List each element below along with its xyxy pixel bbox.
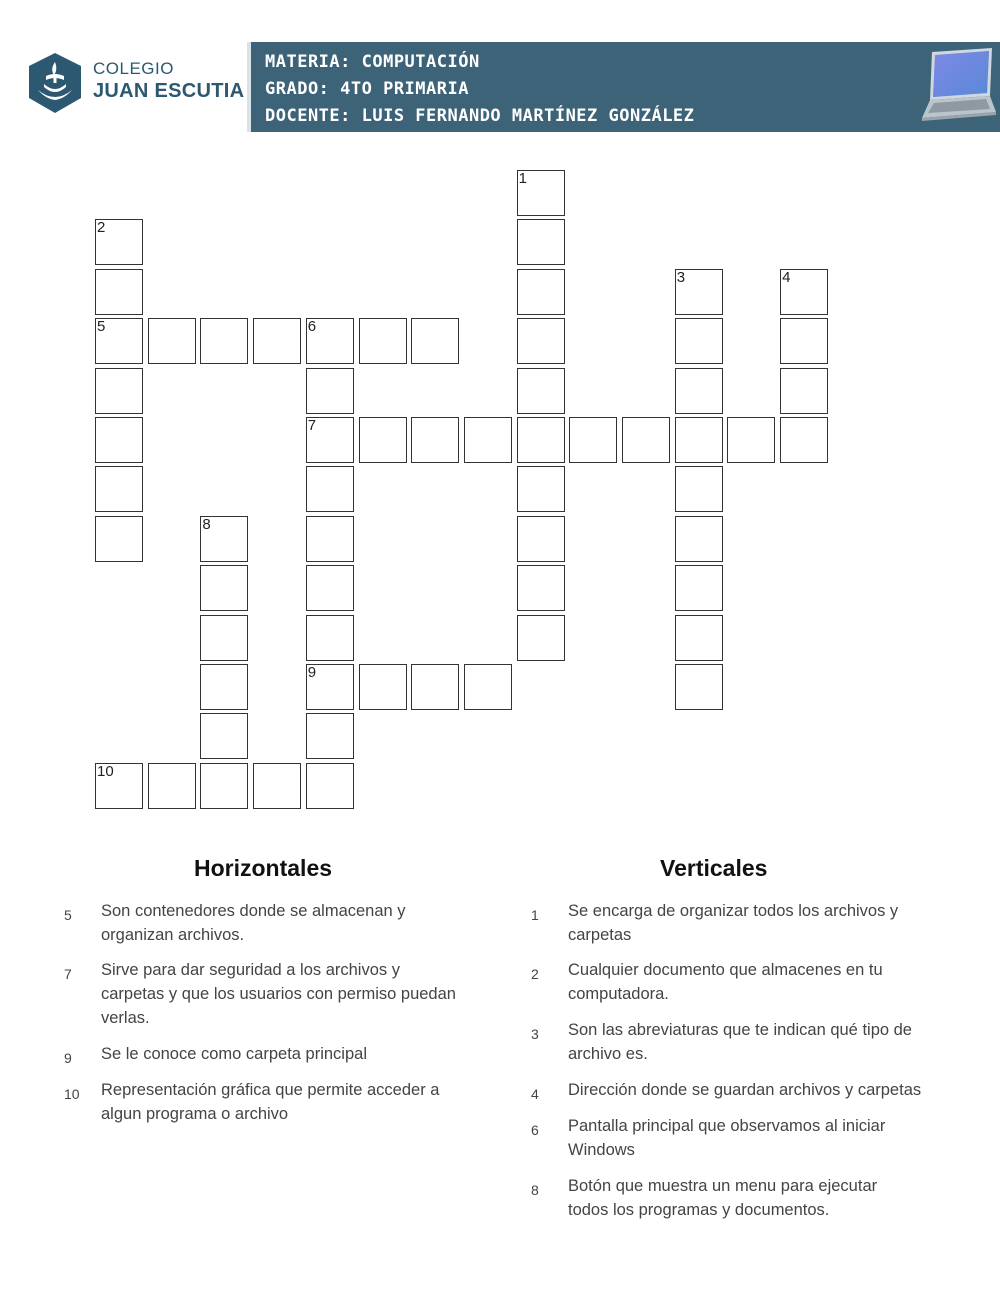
cell-number: 8 <box>202 515 211 533</box>
crossword-cell[interactable] <box>464 417 512 463</box>
cell-number: 4 <box>782 268 791 286</box>
school-name-line2: JUAN ESCUTIA <box>93 80 245 102</box>
laptop-icon <box>912 46 998 128</box>
clue-text: Se le conoce como carpeta principal <box>101 1045 367 1063</box>
crossword-cell[interactable] <box>95 763 143 809</box>
crossword-cell[interactable] <box>517 318 565 364</box>
grade-label: GRADO: 4TO PRIMARIA <box>265 79 469 99</box>
school-logo-icon <box>24 52 86 114</box>
clue-text: Pantalla principal que observamos al iniciar Windows <box>568 1117 886 1159</box>
crossword-cell[interactable] <box>517 565 565 611</box>
crossword-cell[interactable] <box>569 417 617 463</box>
crossword-cell[interactable] <box>675 466 723 512</box>
crossword-cell[interactable] <box>253 318 301 364</box>
clue-number: 8 <box>531 1182 539 1198</box>
clue-number: 9 <box>64 1050 72 1066</box>
clue-number: 3 <box>531 1026 539 1042</box>
cell-number: 5 <box>97 318 106 336</box>
crossword-cell[interactable] <box>95 417 143 463</box>
crossword-cell[interactable] <box>306 466 354 512</box>
crossword-cell[interactable] <box>200 565 248 611</box>
clue-text: Representación gráfica que permite acceder a algun programa o archivo <box>101 1081 440 1123</box>
crossword-cell[interactable] <box>675 368 723 414</box>
crossword-cell[interactable] <box>675 516 723 562</box>
crossword-cell[interactable] <box>780 318 828 364</box>
crossword-cell[interactable] <box>306 664 354 710</box>
clue-number: 2 <box>531 966 539 982</box>
clue-text: Son contenedores donde se almacenan y organizan archivos. <box>101 902 406 944</box>
crossword-cell[interactable] <box>200 516 248 562</box>
crossword-cell[interactable] <box>359 664 407 710</box>
crossword-cell[interactable] <box>306 565 354 611</box>
crossword-cell[interactable] <box>675 417 723 463</box>
clue-text: Sirve para dar seguridad a los archivos y carpetas y que los usuarios con permiso puedan verlas. <box>101 961 456 1027</box>
horizontal-clues-title: Horizontales <box>194 855 333 881</box>
school-name-line1: COLEGIO <box>93 59 174 78</box>
crossword-cell[interactable] <box>306 615 354 661</box>
cell-number: 1 <box>518 170 527 187</box>
crossword-cell[interactable] <box>148 318 196 364</box>
clue-number: 10 <box>64 1086 80 1102</box>
crossword-cell[interactable] <box>675 565 723 611</box>
crossword-cell[interactable] <box>253 763 301 809</box>
crossword-cell[interactable] <box>517 615 565 661</box>
crossword-cell[interactable] <box>95 219 143 265</box>
clue-number: 7 <box>64 966 72 982</box>
vertical-clues-title: Verticales <box>660 855 768 881</box>
crossword-cell[interactable] <box>200 664 248 710</box>
crossword-cell[interactable] <box>359 318 407 364</box>
crossword-cell[interactable] <box>306 417 354 463</box>
crossword-cell[interactable] <box>306 763 354 809</box>
crossword-cell[interactable] <box>95 368 143 414</box>
crossword-cell[interactable] <box>306 318 354 364</box>
crossword-cell[interactable] <box>780 368 828 414</box>
cell-number: 3 <box>676 268 686 286</box>
clue-number: 5 <box>64 907 72 923</box>
cell-number: 6 <box>307 318 317 336</box>
crossword-cell[interactable] <box>411 417 459 463</box>
crossword-cell[interactable] <box>148 763 196 809</box>
crossword-cell[interactable] <box>675 615 723 661</box>
clue-text: Cualquier documento que almacenes en tu computadora. <box>568 961 883 1003</box>
crossword-cell[interactable] <box>675 318 723 364</box>
crossword-cell[interactable] <box>95 269 143 315</box>
clue-text: Se encarga de organizar todos los archivos y carpetas <box>568 902 899 944</box>
crossword-cell[interactable] <box>727 417 775 463</box>
crossword-cell[interactable] <box>95 466 143 512</box>
crossword-cell[interactable] <box>200 763 248 809</box>
crossword-cell[interactable] <box>517 170 565 216</box>
crossword-cell[interactable] <box>95 516 143 562</box>
crossword-cell[interactable] <box>200 615 248 661</box>
clue-number: 4 <box>531 1086 539 1102</box>
cell-number: 10 <box>97 762 114 780</box>
crossword-cell[interactable] <box>306 368 354 414</box>
crossword-cell[interactable] <box>517 269 565 315</box>
crossword-cell[interactable] <box>517 417 565 463</box>
cell-number: 7 <box>307 417 317 434</box>
header-banner <box>247 42 1000 132</box>
crossword-cell[interactable] <box>200 318 248 364</box>
crossword-cell[interactable] <box>359 417 407 463</box>
crossword-cell[interactable] <box>517 516 565 562</box>
clue-text: Dirección donde se guardan archivos y carpetas <box>568 1081 922 1099</box>
clue-text: Son las abreviaturas que te indican qué tipo de archivo es. <box>568 1021 912 1063</box>
school-name <box>93 60 244 101</box>
crossword-cell[interactable] <box>517 219 565 265</box>
crossword-cell[interactable] <box>675 269 723 315</box>
crossword-cell[interactable] <box>780 417 828 463</box>
clue-number: 1 <box>531 907 539 923</box>
cell-number: 2 <box>97 219 106 237</box>
subject-label: MATERIA: COMPUTACIÓN <box>265 52 480 72</box>
crossword-cell[interactable] <box>675 664 723 710</box>
crossword-cell[interactable] <box>200 713 248 759</box>
crossword-cell[interactable] <box>622 417 670 463</box>
crossword-cell[interactable] <box>411 318 459 364</box>
crossword-cell[interactable] <box>95 318 143 364</box>
crossword-cell[interactable] <box>306 713 354 759</box>
crossword-cell[interactable] <box>780 269 828 315</box>
clue-number: 6 <box>531 1122 539 1138</box>
crossword-cell[interactable] <box>464 664 512 710</box>
crossword-cell[interactable] <box>411 664 459 710</box>
crossword-cell[interactable] <box>517 466 565 512</box>
crossword-cell[interactable] <box>517 368 565 414</box>
crossword-cell[interactable] <box>306 516 354 562</box>
cell-number: 9 <box>307 664 317 681</box>
teacher-label: DOCENTE: LUIS FERNANDO MARTÍNEZ GONZÁLEZ <box>265 106 695 126</box>
clue-text: Botón que muestra un menu para ejecutar todos los programas y documentos. <box>568 1177 878 1219</box>
